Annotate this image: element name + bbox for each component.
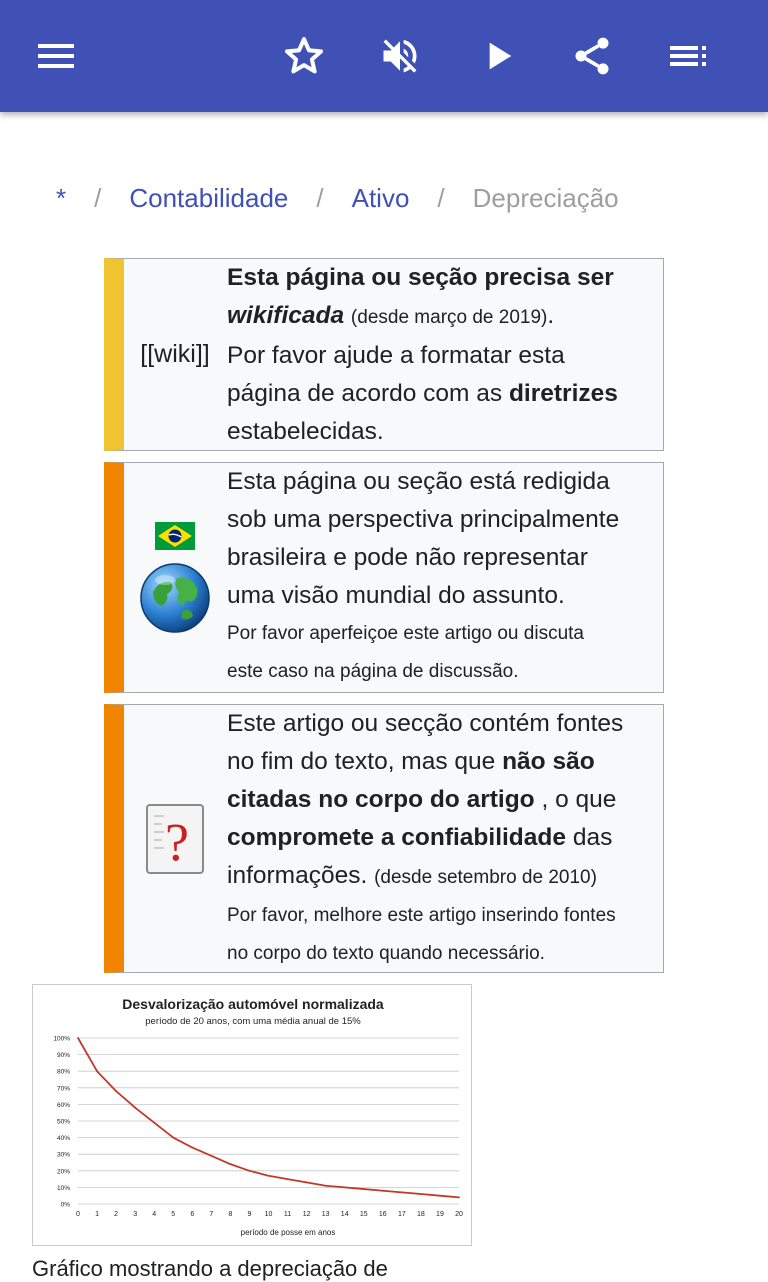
chart-data-point xyxy=(306,1182,308,1184)
volume-off-icon[interactable] xyxy=(372,28,428,84)
chart-y-tick-label: 30% xyxy=(56,1151,70,1159)
wikify-line-4: página de acordo com as xyxy=(227,380,503,407)
chart-x-tick-label: 1 xyxy=(95,1211,100,1218)
breadcrumb-current: Depreciação xyxy=(472,183,619,213)
question-document-icon xyxy=(124,705,226,972)
chart-data-point xyxy=(439,1195,441,1197)
chart-data-point xyxy=(210,1155,212,1157)
sources-line-1: Este artigo ou secção contém fontes xyxy=(227,710,624,737)
globe-icon xyxy=(139,562,211,634)
breadcrumb-item-contabilidade[interactable]: Contabilidade xyxy=(129,183,289,213)
perspective-line-2: sob uma perspectiva principalmente xyxy=(227,506,620,533)
sources-bold-2: citadas no corpo do artigo xyxy=(227,786,535,813)
chart-title: Desvalorização automóvel normalizada xyxy=(122,996,384,1012)
list-icon[interactable] xyxy=(660,28,716,84)
chart-data-point xyxy=(287,1178,289,1180)
wiki-icon-text: [[wiki]] xyxy=(140,340,210,368)
wikify-line-3: Por favor ajude a formatar esta xyxy=(227,342,565,369)
breadcrumb-separator: / xyxy=(437,183,445,213)
sources-line-3: , o que xyxy=(541,786,617,813)
figure-caption: Gráfico mostrando a depreciação de xyxy=(32,1256,388,1281)
chart-data-point xyxy=(268,1175,270,1177)
play-icon[interactable] xyxy=(470,28,526,84)
breadcrumb-home[interactable]: * xyxy=(56,183,67,213)
perspective-line-3: brasileira e pode não representar xyxy=(227,544,588,571)
brazil-flag-icon xyxy=(155,522,195,550)
breadcrumb-separator: / xyxy=(316,183,324,213)
chart-x-tick-label: 5 xyxy=(171,1211,176,1218)
chart-data-point xyxy=(420,1193,422,1195)
chart-data-point xyxy=(77,1037,79,1039)
breadcrumb-separator: / xyxy=(94,183,102,213)
chart-data-point xyxy=(172,1137,174,1139)
chart-x-tick-label: 14 xyxy=(340,1211,349,1218)
chart-data-point xyxy=(115,1090,117,1092)
chart-x-tick-label: 15 xyxy=(359,1211,368,1218)
chart-data-point xyxy=(191,1147,193,1149)
chart-data-point xyxy=(96,1070,98,1072)
chart-x-tick-label: 4 xyxy=(152,1211,157,1218)
wikify-notice xyxy=(104,258,664,451)
menu-icon[interactable] xyxy=(28,28,84,84)
app-bar xyxy=(0,0,768,112)
sources-notice xyxy=(104,704,664,973)
perspective-notice-text xyxy=(227,463,655,691)
chart-x-tick-label: 13 xyxy=(321,1211,330,1218)
perspective-line-4: uma visão mundial do assunto. xyxy=(227,582,565,609)
chart-y-tick-label: 40% xyxy=(56,1135,70,1143)
sources-line-4: das xyxy=(572,824,613,851)
guidelines-link[interactable]: diretrizes xyxy=(508,380,618,407)
chart-y-tick-label: 20% xyxy=(56,1168,70,1176)
chart-x-tick-label: 11 xyxy=(283,1211,292,1218)
chart-data-point xyxy=(458,1196,460,1198)
chart-subtitle: período de 20 anos, com uma média anual de 15% xyxy=(145,1016,361,1027)
chart-data-point xyxy=(363,1188,365,1190)
depreciation-chart-figure[interactable] xyxy=(32,984,472,1246)
chart-y-tick-label: 0% xyxy=(60,1201,70,1209)
chart-y-tick-label: 70% xyxy=(56,1085,70,1093)
chart-x-tick-label: 3 xyxy=(133,1211,138,1218)
chart-x-tick-label: 7 xyxy=(209,1211,214,1218)
chart-data-point xyxy=(134,1107,136,1109)
star-icon[interactable] xyxy=(276,28,332,84)
chart-y-tick-label: 60% xyxy=(56,1101,70,1109)
chart-data-point xyxy=(249,1170,251,1172)
wikify-period: . xyxy=(547,302,555,329)
perspective-icons xyxy=(124,463,226,692)
chart-x-tick-label: 19 xyxy=(436,1211,444,1218)
sources-date: (desde setembro de 2010) xyxy=(374,867,597,888)
sources-line-7: no corpo do texto quando necessário. xyxy=(227,943,545,964)
wikify-notice-text xyxy=(227,259,655,451)
perspective-line-5: Por favor aperfeiçoe este artigo ou discuta xyxy=(227,623,584,644)
breadcrumb xyxy=(56,178,619,218)
chart-data-point xyxy=(382,1190,384,1192)
breadcrumb-item-ativo[interactable]: Ativo xyxy=(351,183,410,213)
chart-y-tick-label: 50% xyxy=(56,1118,70,1126)
chart-x-tick-label: 16 xyxy=(378,1211,387,1218)
sources-bold-3: compromete a confiabilidade xyxy=(227,824,566,851)
chart-data-point xyxy=(344,1187,346,1189)
share-icon[interactable] xyxy=(564,28,620,84)
perspective-notice xyxy=(104,462,664,693)
sources-line-6: Por favor, melhore este artigo inserindo fontes xyxy=(227,905,616,926)
chart-series-line xyxy=(78,1038,459,1197)
chart-x-tick-label: 17 xyxy=(397,1211,406,1218)
svg-text:?: ? xyxy=(165,811,189,872)
perspective-line-6: este caso na página de discussão. xyxy=(227,661,519,682)
sources-line-2: no fim do texto, mas que xyxy=(227,748,496,775)
chart-x-tick-label: 6 xyxy=(190,1211,195,1218)
perspective-line-1: Esta página ou seção está redigida xyxy=(227,468,610,495)
wikify-line-5: estabelecidas. xyxy=(227,418,384,445)
chart-data-point xyxy=(153,1122,155,1124)
chart-x-tick-label: 12 xyxy=(302,1211,311,1218)
chart-x-tick-label: 2 xyxy=(114,1211,119,1218)
chart-x-tick-label: 9 xyxy=(247,1211,252,1218)
chart-data-point xyxy=(230,1163,232,1165)
chart-y-tick-label: 100% xyxy=(53,1035,70,1043)
chart-x-tick-label: 10 xyxy=(264,1211,273,1218)
chart-x-tick-label: 18 xyxy=(417,1211,425,1218)
wikify-heading: Esta página ou seção precisa ser xyxy=(227,264,614,291)
depreciation-chart xyxy=(33,985,471,1245)
chart-y-tick-label: 10% xyxy=(56,1184,70,1192)
wikify-date: (desde março de 2019) xyxy=(350,307,548,328)
chart-y-tick-label: 90% xyxy=(56,1052,70,1060)
sources-notice-text xyxy=(227,705,655,973)
sources-bold-1: não são xyxy=(502,748,595,775)
chart-y-tick-label: 80% xyxy=(56,1068,70,1076)
wikify-term[interactable]: wikificada xyxy=(227,302,345,329)
chart-x-tick-label: 0 xyxy=(76,1211,80,1218)
chart-data-point xyxy=(325,1185,327,1187)
chart-x-tick-label: 20 xyxy=(455,1211,463,1218)
sources-line-5: informações. xyxy=(227,862,368,889)
chart-x-tick-label: 8 xyxy=(228,1211,233,1218)
wiki-icon xyxy=(124,259,226,450)
chart-data-point xyxy=(401,1191,403,1193)
chart-x-axis-label: período de posse em anos xyxy=(240,1228,336,1237)
